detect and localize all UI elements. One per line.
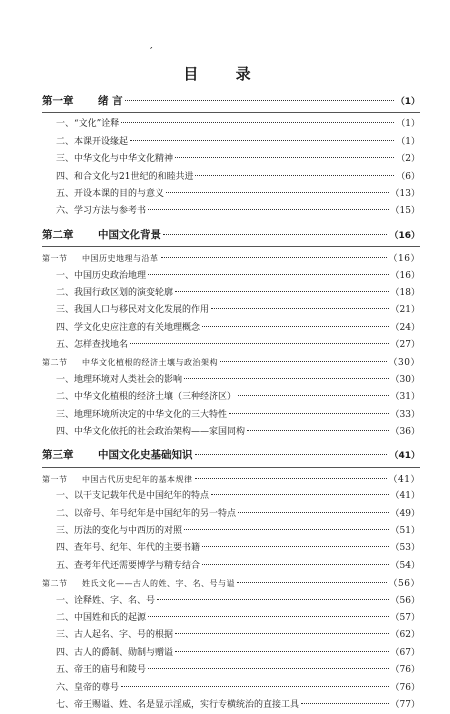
dot-leader [148,209,389,210]
toc-item[interactable] [42,337,420,354]
toc-entry-text: 三、中华文化与中华文化精神 [56,154,174,165]
page-title: 目 录 [183,65,267,83]
toc-entry-number: 第二节 [42,579,68,589]
dot-leader [130,140,394,141]
dot-leader [175,157,394,158]
toc-entry-title [42,302,209,319]
dot-leader [184,378,389,379]
toc-entry-text: 中华文化植根的经济土壤与政治架构 [82,358,218,368]
toc-entry-text: 四、查年号、纪年、年代的主要书籍 [56,543,201,554]
toc-entry-title [42,540,200,557]
dot-leader [121,686,389,687]
dot-leader [247,430,389,431]
toc-page-number: （1） [395,97,420,107]
toc-page-number: （49） [390,508,420,519]
toc-entry-text: 四、和合文化与21世纪的和睦共进 [56,171,194,182]
toc-chapter[interactable] [42,227,420,244]
toc-page-number: （56） [390,595,420,606]
toc-entry-title [42,407,227,424]
toc-entry-title [42,93,123,110]
toc-item[interactable] [42,662,420,679]
toc-entry-title [42,151,173,168]
toc-entry-title [42,268,146,285]
dot-leader [161,257,387,258]
dot-leader [211,494,389,495]
dot-leader [175,633,389,634]
toc-item[interactable] [42,645,420,662]
toc-item[interactable] [42,488,420,505]
toc-section[interactable] [42,471,420,488]
toc-entry-number: 第一节 [42,474,68,484]
toc-page-number: （41） [390,491,420,502]
toc-entry-text: 七、帝王赐谥、姓、名是显示淫威，实行专横统治的直接工具 [56,699,300,710]
toc-item[interactable] [42,680,420,697]
toc-chapter[interactable] [42,93,420,110]
toc-entry-title [42,337,128,354]
dot-leader [163,234,387,235]
dot-leader [148,274,389,275]
toc-page-number: （36） [390,427,420,438]
toc-entry-text: 五、帝王的庙号和陵号 [56,665,147,676]
toc-entry-text: 二、我国行政区划的演变轮廓 [56,287,174,298]
toc-page-number: （31） [390,392,420,403]
toc-entry-title [42,285,173,302]
toc-entry-text: 四、古人的爵制、勋制与赠谥 [56,647,174,658]
toc-section[interactable] [42,354,420,371]
dot-leader [148,616,389,617]
toc-entry-text: 三、历法的变化与中西历的对照 [56,525,183,536]
dot-leader [121,122,394,123]
toc-item[interactable] [42,540,420,557]
toc-entry-title [42,471,193,488]
toc-entry-text: 一、地理环境对人类社会的影响 [56,374,183,385]
toc-entry-text: 三、我国人口与移民对文化发展的作用 [56,305,210,316]
toc-entry-title [42,354,218,371]
toc-page-number: （41） [389,451,420,462]
toc-entry-title [42,389,236,406]
toc-page-number: （16） [388,254,420,265]
toc-item[interactable] [42,134,420,151]
toc-item[interactable] [42,389,420,406]
toc-page-number: （6） [396,171,420,182]
toc-entry-text: 二、以帝号、年号纪年是中国纪年的另一特点 [56,508,237,519]
toc-entry-text: 四、中华文化依托的社会政治架构——家国同构 [56,427,246,438]
toc-entry-number: 第二章 [42,228,74,241]
toc-entry-text: 四、学文化史应注意的有关地理概念 [56,322,201,333]
toc-page-number: （13） [390,188,420,199]
toc-entry-title [42,662,146,679]
toc-page-number: （16） [389,230,420,241]
toc-entry-title [42,523,182,540]
toc-page-number: （41） [388,474,420,485]
toc-entry-title [42,645,173,662]
toc-entry-text: 中国古代历史纪年的基本规律 [82,474,193,484]
toc-page-number: （51） [390,525,420,536]
toc-entry-text: 一、诠释姓、字、名、号 [56,595,156,606]
toc-entry-title [42,203,146,220]
toc-item[interactable] [42,372,420,389]
toc-entry-title [42,506,236,523]
toc-entry-text: 一、“文化”诠释 [56,119,120,130]
toc-entry-title [42,186,164,203]
toc-page-number: （16） [390,270,420,281]
toc-page-number: （62） [390,630,420,641]
toc-page-number: （57） [390,612,420,623]
toc-chapter[interactable] [42,447,420,464]
toc-item[interactable] [42,169,420,186]
toc-entry-title [42,320,200,337]
toc-item[interactable] [42,320,420,337]
toc-entry-text: 绪 言 [98,95,123,107]
dot-leader [175,291,389,292]
toc-item[interactable] [42,302,420,319]
toc-page-number: （27） [390,340,420,351]
toc-entry-text: 二、本课开设缘起 [56,136,129,147]
toc-page-number: （33） [390,409,420,420]
dot-leader [130,343,389,344]
toc-entry-title [42,575,235,592]
toc-entry-number: 第一章 [42,95,74,107]
toc-page-number: （21） [390,305,420,316]
toc-entry-number: 第一节 [42,254,68,264]
corner-mark: ′ [150,45,153,58]
toc-entry-title [42,372,182,389]
dot-leader [184,529,389,530]
toc-item[interactable] [42,627,420,644]
toc-entry-text: 五、查考年代还需要博学与精专结合 [56,560,201,571]
dot-leader [238,512,389,513]
toc-page-number: （24） [390,322,420,333]
toc-page-number: （76） [390,665,420,676]
dot-leader [202,326,389,327]
toc-entry-text: 五、开设本课的目的与意义 [56,188,165,199]
toc-page-number: （18） [390,287,420,298]
dot-leader [148,668,389,669]
dot-leader [195,175,394,176]
toc-entry-text: 中国文化背景 [98,228,161,241]
toc-section[interactable] [42,250,420,267]
dot-leader [202,546,389,547]
toc-entry-text: 一、以干支记载年代是中国纪年的特点 [56,491,210,502]
toc-item[interactable] [42,407,420,424]
dot-leader [175,651,389,652]
toc-page-number: （67） [390,647,420,658]
toc-entry-title [42,697,299,714]
toc-entry-title [42,169,193,186]
toc-entry-title [42,488,209,505]
dot-leader [237,582,387,583]
dot-leader [195,454,388,455]
toc-page-number: （54） [390,560,420,571]
toc-entry-text: 三、古人起名、字、号的根据 [56,630,174,641]
dot-leader [238,395,389,396]
dot-leader [166,192,389,193]
toc-page-number: （53） [390,543,420,554]
toc-item[interactable] [42,558,420,575]
toc-entry-text: 一、中国历史政治地理 [56,270,147,281]
toc-item[interactable] [42,610,420,627]
chapter-divider [42,467,420,468]
toc-entry-title [42,447,193,464]
toc-item[interactable] [42,697,420,714]
toc-item[interactable] [42,186,420,203]
toc-page-number: （76） [390,682,420,693]
dot-leader [202,564,389,565]
dot-leader [157,599,389,600]
toc-entry-text: 五、怎样查找地名 [56,340,129,351]
toc-item[interactable] [42,151,420,168]
toc-page-number: （77） [390,699,420,710]
toc-page-number: （1） [396,119,420,130]
toc-entry-text: 中国文化史基础知识 [98,449,193,462]
toc-entry-text: 三、地理环境所决定的中华文化的三大特性 [56,409,228,420]
dot-leader [301,703,389,704]
toc-entry-title [42,134,128,151]
toc-item[interactable] [42,424,420,441]
toc-page-number: （30） [390,374,420,385]
toc-entry-title [42,424,245,441]
toc-entry-number: 第三章 [42,449,74,462]
toc-item[interactable] [42,285,420,302]
chapter-divider [42,246,420,247]
toc-entry-text: 二、中国姓和氏的起源 [56,612,147,623]
toc-entry-title [42,250,159,267]
toc-entry-text: 六、学习方法与参考书 [56,206,147,217]
dot-leader [125,100,394,101]
toc-entry-title [42,627,173,644]
toc-entry-number: 第二节 [42,358,68,368]
dot-leader [229,413,389,414]
toc-entry-text: 中国历史地理与沿革 [82,254,159,264]
toc-section[interactable] [42,575,420,592]
toc-entry-text: 六、皇帝的尊号 [56,682,120,693]
toc-entry-title [42,116,119,133]
toc-entry-text: 二、中华文化植根的经济土壤（三种经济区） [56,392,237,403]
toc-item[interactable] [42,203,420,220]
toc-page-number: （30） [388,358,420,369]
toc-entry-title [42,593,155,610]
table-of-contents [42,93,420,714]
toc-entry-text: 姓氏文化——古人的姓、字、名、号与谥 [82,579,235,589]
dot-leader [211,308,389,309]
toc-page-number: （2） [396,154,420,165]
chapter-divider [42,112,420,113]
toc-item[interactable] [42,116,420,133]
toc-item[interactable] [42,506,420,523]
dot-leader [220,361,387,362]
toc-entry-title [42,680,119,697]
toc-entry-title [42,610,146,627]
toc-page-number: （56） [388,579,420,590]
dot-leader [195,478,387,479]
toc-page-number: （15） [390,206,420,217]
toc-item[interactable] [42,268,420,285]
toc-item[interactable] [42,523,420,540]
toc-item[interactable] [42,593,420,610]
toc-entry-title [42,558,200,575]
toc-page-number: （1） [396,136,420,147]
toc-entry-title [42,227,161,244]
